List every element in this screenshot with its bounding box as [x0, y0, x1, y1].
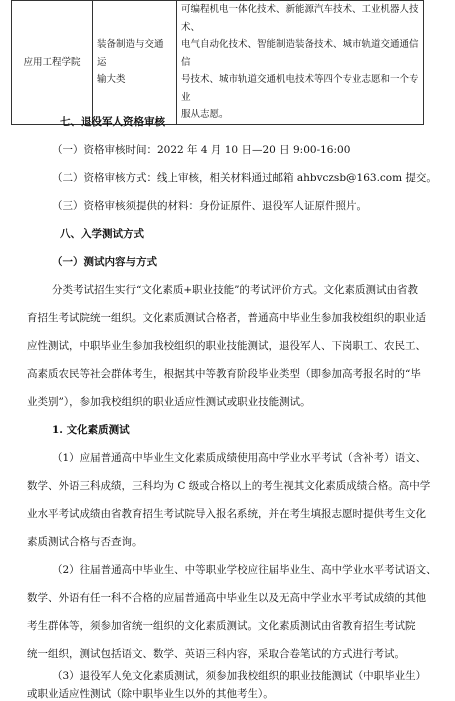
para3-line: （3）退役军人免文化素质测试，须参加我校组织的职业技能测试（中职毕业生）	[52, 670, 427, 682]
para2-line: 统一组织，测试包括语文、数学、英语三科内容，采取合卷笔试的方式进行考试。	[27, 648, 405, 660]
majors-line: 电气自动化技术、智能制造装备技术、城市轨道交通通信信	[181, 39, 419, 68]
para3-line: 或职业适应性测试（除中职毕业生以外的其他考生）。	[27, 688, 274, 700]
section7-item-materials: （三）资格审核须提供的材料：身份证原件、退役军人证原件照片。	[52, 200, 367, 212]
majors-line: 服从志愿。	[181, 109, 229, 120]
para1-line: （1）应届普通高中毕业生文化素质成绩使用高中学业水平考试（含补考）语文、	[52, 452, 427, 464]
para1-line: 业水平考试成绩由省教育招生考试院导入报名系统，并在考生填报志愿时提供考生文化	[27, 508, 426, 520]
majors-cell	[177, 1, 424, 125]
intro-line: 育招生考试院统一组织。文化素质测试合格者，普通高中毕业生参加我校组织的职业适	[27, 312, 426, 324]
para1-line: 素质测试合格与否查询。	[27, 536, 143, 548]
majors-line: 号技术、城市轨道交通机电技术等四个专业志愿和一个专业	[181, 74, 419, 103]
section7-item-time: （一）资格审核时间：2022 年 4 月 10 日—20 日 9:00-16:00	[52, 144, 351, 156]
para2-line: 数学、外语有任一科不合格的应届普通高中毕业生以及无高中学业水平考试成绩的其他	[27, 592, 426, 604]
category-line: 装备制造与交通运	[97, 39, 164, 68]
point1-heading: 1. 文化素质测试	[52, 424, 130, 436]
section8-sub1: （一）测试内容与方式	[52, 256, 157, 268]
intro-line: 应性测试，中职毕业生参加我校组织的职业技能测试，退役军人、下岗职工、农民工、	[27, 340, 426, 352]
table-row	[12, 1, 424, 125]
majors-table	[11, 0, 424, 125]
category-cell	[93, 1, 177, 125]
section8-heading: 八、入学测试方式	[60, 228, 144, 240]
intro-line: 分类考试招生实行“文化素质+职业技能”的考试评价方式。文化素质测试由省教	[52, 284, 419, 296]
intro-line: 业类别”），参加我校组织的职业适应性测试或职业技能测试。	[27, 396, 311, 408]
para2-line: （2）往届普通高中毕业生、中等职业学校应往届毕业生、高中学业水平考试语文、	[52, 564, 437, 576]
para2-line: 考生群体等，须参加省统一组织的文化素质测试。文化素质测试由省教育招生考试院	[27, 620, 416, 632]
majors-line: 可编程机电一体化技术、新能源汽车技术、工业机器人技术、	[181, 4, 419, 33]
college-cell: 应用工程学院	[12, 1, 93, 125]
category-line: 输大类	[97, 74, 126, 85]
intro-line: 高素质农民等社会群体考生，根据其中等教育阶段毕业类型（即参加高考报名时的“毕	[27, 368, 421, 380]
section7-heading: 七、退役军人资格审核	[60, 116, 165, 128]
para1-line: 数学、外语三科成绩，三科均为 C 级或合格以上的考生视其文化素质成绩合格。高中学	[27, 480, 431, 492]
section7-item-method: （二）资格审核方式：线上审核，相关材料通过邮箱 ahbvczsb@163.com 提交。	[52, 172, 437, 184]
